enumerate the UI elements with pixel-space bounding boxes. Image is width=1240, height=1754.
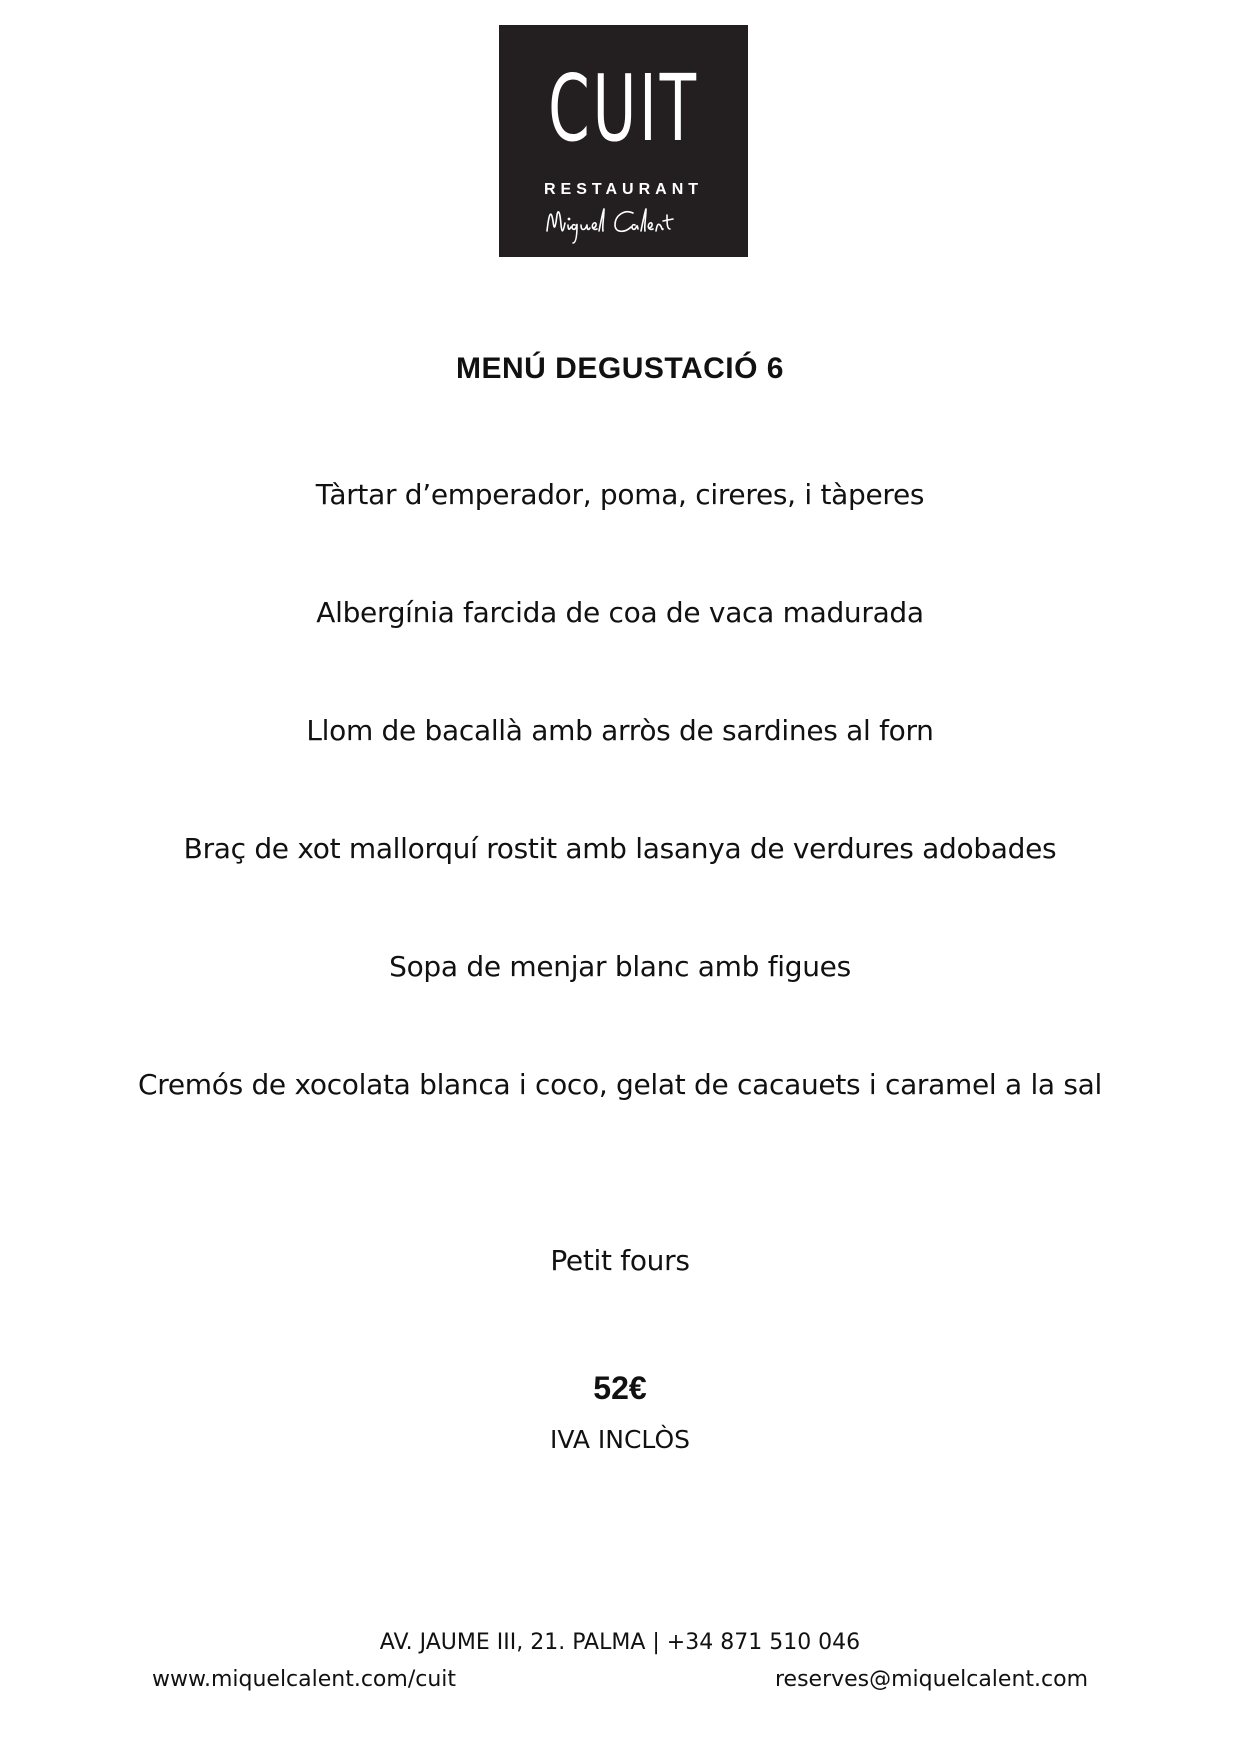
email-link[interactable]: reserves@miquelcalent.com	[774, 1667, 1088, 1692]
tax-note: IVA INCLÒS	[549, 1425, 691, 1454]
restaurant-logo	[499, 25, 748, 257]
logo-name: CUIT	[548, 55, 699, 162]
course-item: Cremós de xocolata blanca i coco, gelat de cacauets i caramel a la sal	[137, 1068, 1103, 1101]
course-item: Tàrtar d’emperador, poma, cireres, i tàperes	[315, 478, 925, 511]
course-item: Albergínia farcida de coa de vaca madurada	[316, 596, 924, 629]
petit-fours: Petit fours	[550, 1244, 690, 1277]
course-item: Sopa de menjar blanc amb figues	[389, 950, 851, 983]
menu-title: MENÚ DEGUSTACIÓ 6	[456, 352, 784, 385]
signature-icon	[541, 201, 711, 247]
website-link[interactable]: www.miquelcalent.com/cuit	[152, 1667, 457, 1692]
menu-price: 52€	[593, 1370, 647, 1406]
logo-subtitle: RESTAURANT	[543, 181, 704, 198]
footer-address: AV. JAUME III, 21. PALMA | +34 871 510 046	[379, 1630, 861, 1655]
logo-signature	[541, 201, 711, 247]
course-item: Braç de xot mallorquí rostit amb lasanya de verdures adobades	[183, 832, 1057, 865]
course-item: Llom de bacallà amb arròs de sardines al forn	[306, 714, 934, 747]
